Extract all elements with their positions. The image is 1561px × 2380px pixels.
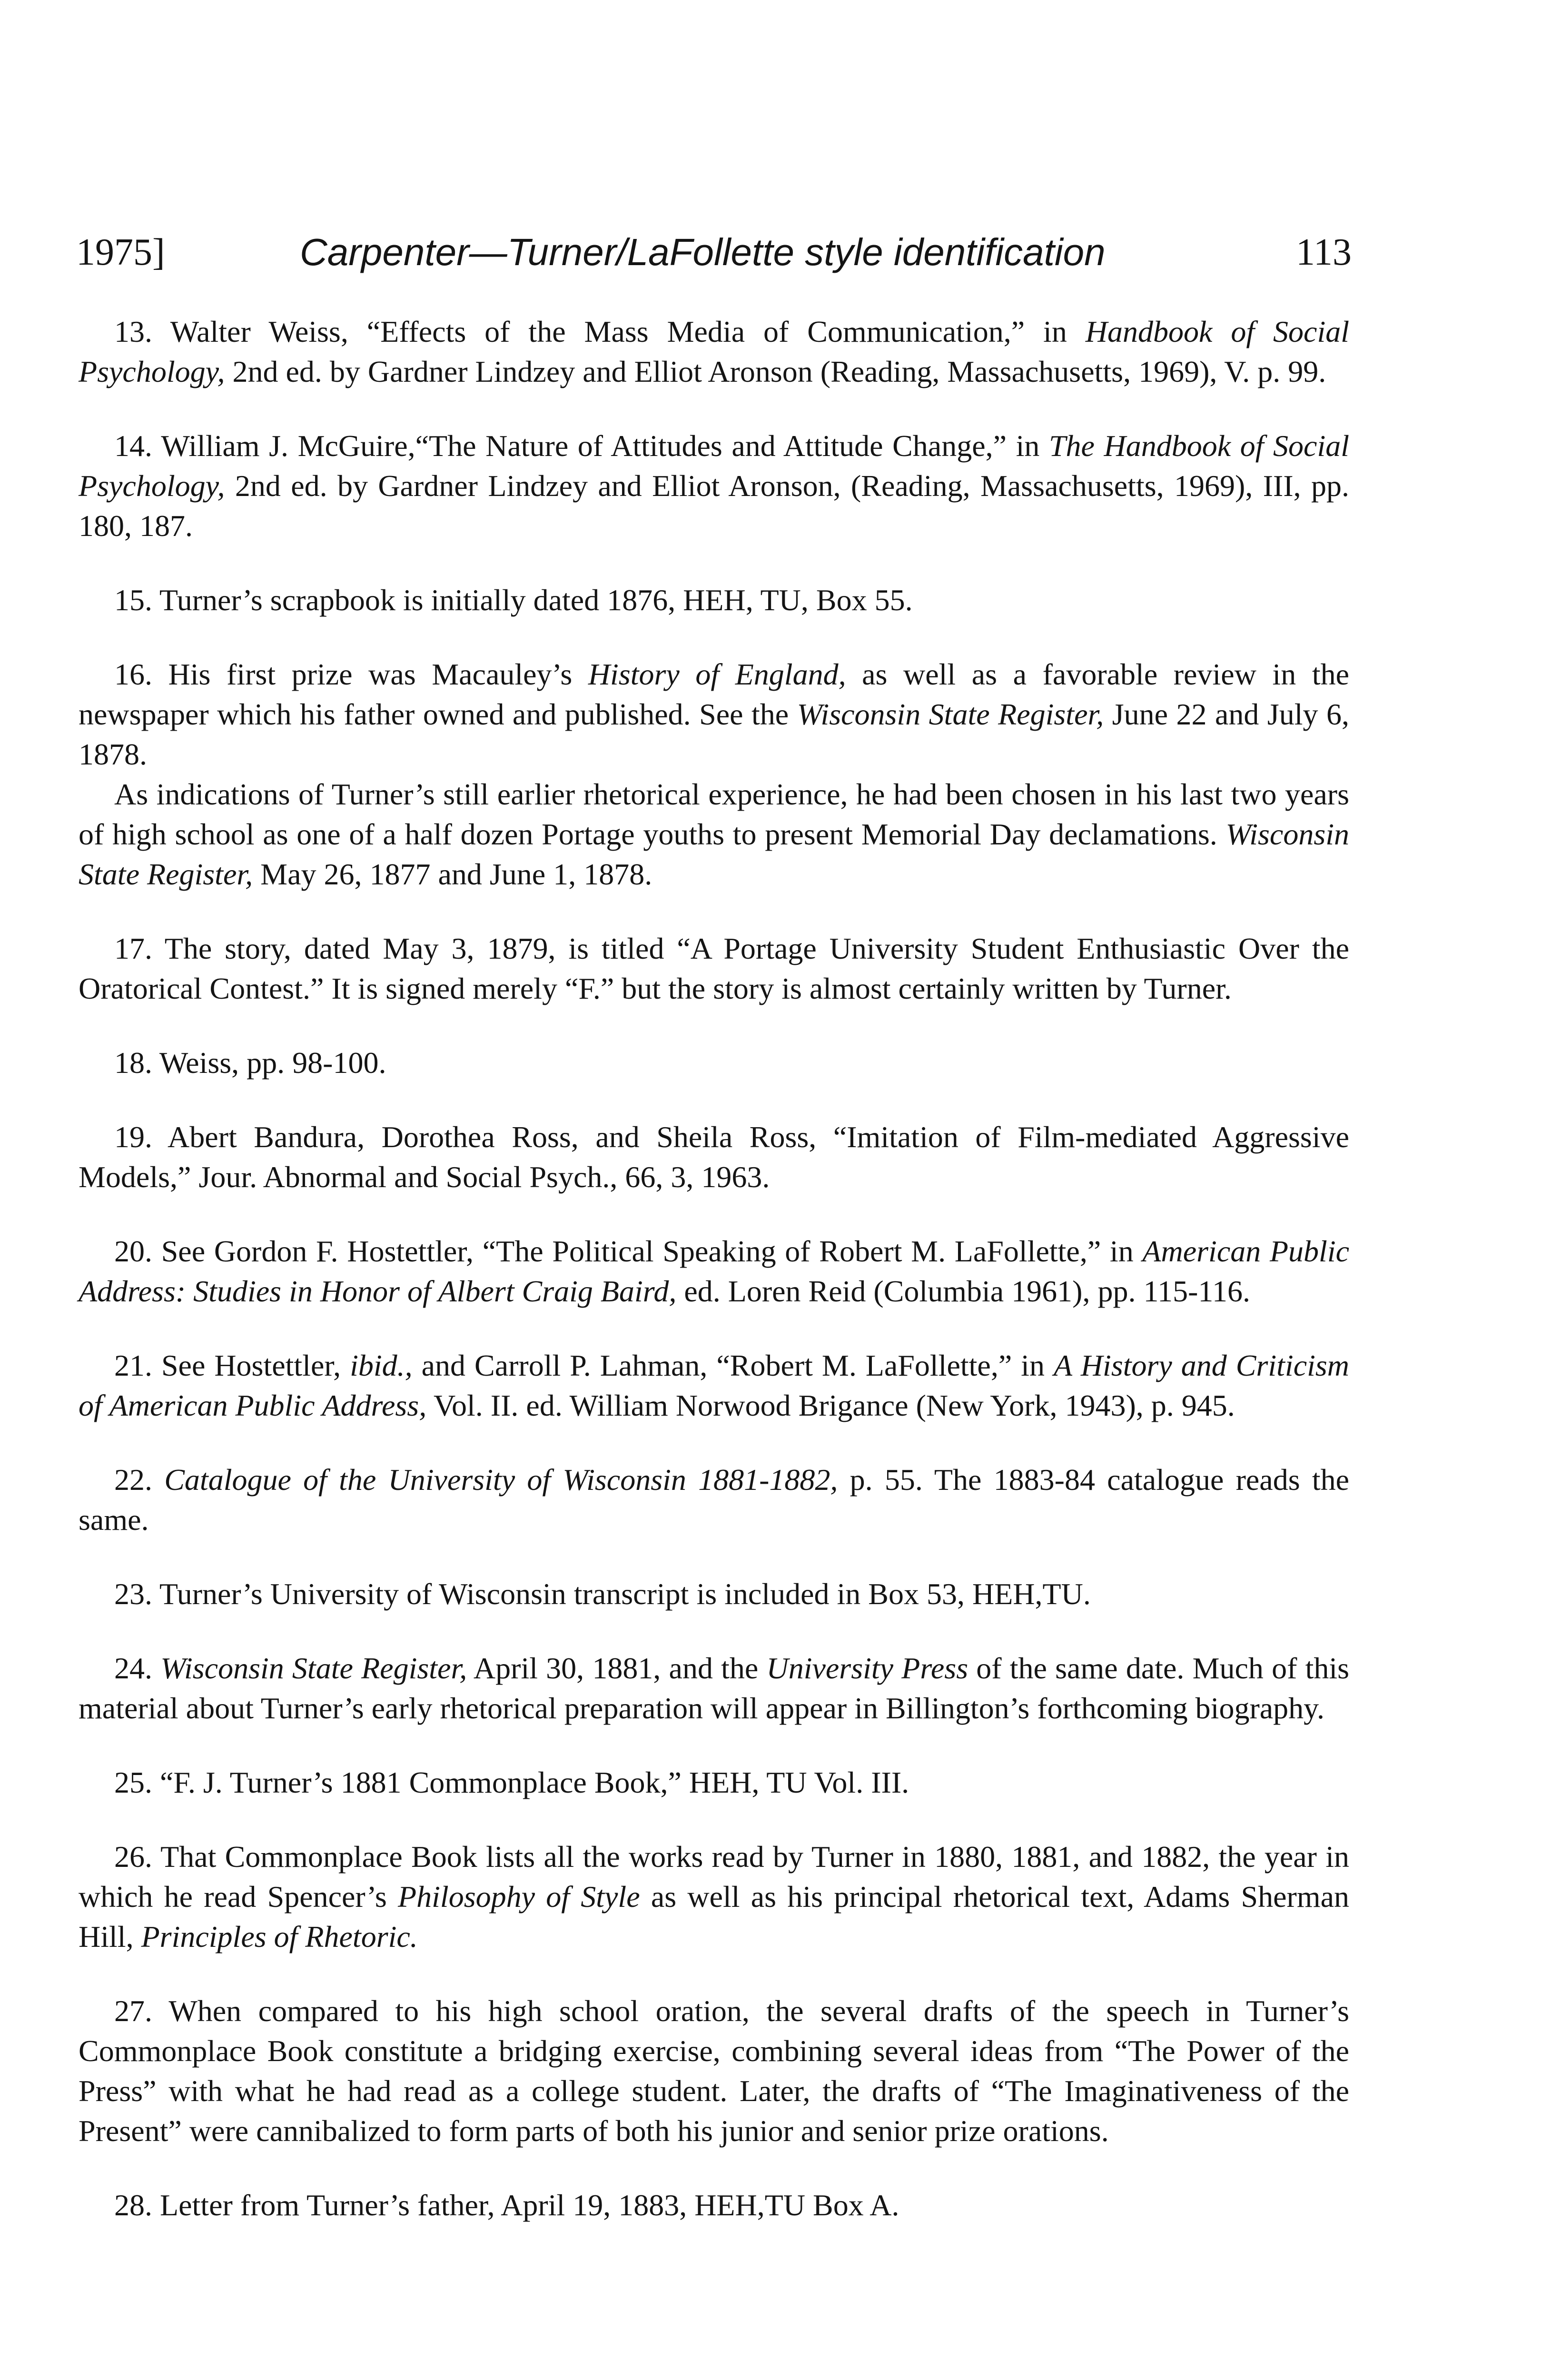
endnote-paragraph xyxy=(79,312,1349,392)
note-text: That Commonplace Book lists all the works read by Turner in 1880, 1881, and 1882, the year in which he read Spencer’s xyxy=(79,1840,1349,1914)
endnote-paragraph xyxy=(79,1043,1349,1083)
endnote xyxy=(79,312,1349,392)
endnote-paragraph xyxy=(79,1460,1349,1540)
italic-title: A History and Criticism of American Public Address, xyxy=(79,1349,1350,1422)
note-text: Letter from Turner’s father, April 19, 1883, HEH,TU Box A. xyxy=(152,2188,899,2222)
endnote-paragraph xyxy=(79,1648,1349,1728)
endnote xyxy=(79,2185,1349,2225)
note-number: 19. xyxy=(114,1120,152,1154)
note-text: As indications of Turner’s still earlier rhetorical experience, he had been chosen in his last two years of high school as one of a half dozen Portage youths to present Memorial Day declamations. xyxy=(79,777,1349,851)
endnote-paragraph xyxy=(79,1117,1349,1197)
endnote-paragraph xyxy=(79,1763,1349,1803)
italic-title: The Handbook of Social Psychology, xyxy=(79,429,1350,503)
endnote-paragraph xyxy=(79,2185,1349,2225)
note-text: The story, dated May 3, 1879, is titled “A Portage University Student Enthusiastic Over the Oratorical Contest.” It is signed merely “F.” but the story is almost certainly written by Turner. xyxy=(79,932,1349,1005)
note-text: ed. Loren Reid (Columbia 1961), pp. 115-116. xyxy=(676,1274,1251,1308)
endnote xyxy=(79,1763,1349,1803)
endnote xyxy=(79,1043,1349,1083)
endnote-continuation xyxy=(79,774,1349,894)
italic-title: Principles of Rhetoric. xyxy=(141,1920,418,1954)
italic-title: Wisconsin State Register, xyxy=(160,1651,467,1685)
endnote xyxy=(79,1231,1349,1311)
volume-year: 1975] xyxy=(76,231,165,273)
note-text: May 26, 1877 and June 1, 1878. xyxy=(253,857,652,891)
italic-title: Philosophy of Style xyxy=(398,1880,640,1914)
endnote xyxy=(79,426,1349,546)
endnote xyxy=(79,580,1349,620)
endnote-paragraph xyxy=(79,1231,1349,1311)
note-number: 16. xyxy=(114,657,152,691)
endnote-paragraph xyxy=(79,1346,1349,1426)
note-text: as well as a favorable review in the newspaper which his father owned and published. See the xyxy=(79,657,1350,731)
running-title: Carpenter—Turner/LaFollette style identification xyxy=(300,231,1106,273)
note-text: See Hostettler, xyxy=(152,1349,350,1382)
note-text: Vol. II. ed. William Norwood Brigance (New York, 1943), p. 945. xyxy=(426,1388,1235,1422)
note-number: 17. xyxy=(114,932,152,965)
note-text: Turner’s University of Wisconsin transcript is included in Box 53, HEH,TU. xyxy=(152,1577,1091,1611)
endnote-paragraph xyxy=(79,654,1349,774)
endnote xyxy=(79,1991,1349,2151)
italic-title: History of England, xyxy=(588,657,846,691)
note-text: of the same date. Much of this material about Turner’s early rhetorical preparation will appear in Billington’s forthcoming biography. xyxy=(79,1651,1350,1725)
note-text: Abert Bandura, Dorothea Ross, and Sheila Ross, “Imitation of Film-mediated Aggressive Models,” Jour. Abnormal and Social Psych., 66, 3, 1963. xyxy=(79,1120,1349,1194)
endnote xyxy=(79,1574,1349,1614)
note-number: 22. xyxy=(114,1463,152,1497)
running-header xyxy=(76,224,1352,281)
page-number: 113 xyxy=(1295,231,1352,273)
endnote-paragraph xyxy=(79,426,1349,546)
note-number: 15. xyxy=(114,583,152,617)
note-text: When compared to his high school oration, the several drafts of the speech in Turner’s Commonplace Book constitute a bridging exercise, combining several ideas from “The Power of the Press” with what he had read as a college student. Later, the drafts of “The Imaginativeness of the Present” were cannibalized to form parts of both his junior and senior prize orations. xyxy=(79,1994,1349,2148)
endnote xyxy=(79,1117,1349,1197)
note-text: April 30, 1881, and the xyxy=(467,1651,767,1685)
endnote xyxy=(79,1460,1349,1540)
note-text: p. 55. The 1883-84 catalogue reads the same. xyxy=(79,1463,1349,1537)
note-text: 2nd ed. by Gardner Lindzey and Elliot Aronson (Reading, Massachusetts, 1969), V. p. 99. xyxy=(225,355,1326,388)
endnote-paragraph xyxy=(79,1991,1349,2151)
italic-title: Handbook of Social Psychology, xyxy=(79,315,1349,388)
note-text xyxy=(152,1463,164,1497)
note-text: “F. J. Turner’s 1881 Commonplace Book,” HEH, TU Vol. III. xyxy=(152,1765,909,1799)
note-text: See Gordon F. Hostettler, “The Political Speaking of Robert M. LaFollette,” in xyxy=(152,1234,1143,1268)
endnote xyxy=(79,1648,1349,1728)
note-text: His first prize was Macauley’s xyxy=(152,657,588,691)
note-number: 20. xyxy=(114,1234,152,1268)
note-number: 21. xyxy=(114,1349,152,1382)
note-text: Turner’s scrapbook is initially dated 1876, HEH, TU, Box 55. xyxy=(152,583,913,617)
note-text: Weiss, pp. 98-100. xyxy=(152,1046,386,1080)
note-number: 13. xyxy=(114,315,152,348)
note-text: and Carroll P. Lahman, “Robert M. LaFollette,” in xyxy=(412,1349,1054,1382)
endnote xyxy=(79,1837,1349,1957)
italic-title: American Public Address: Studies in Honor of Albert Craig Baird, xyxy=(79,1234,1350,1308)
endnote-paragraph xyxy=(79,1574,1349,1614)
endnote-paragraph xyxy=(79,1837,1349,1957)
endnote xyxy=(79,929,1349,1009)
note-number: 26. xyxy=(114,1840,152,1874)
note-number: 23. xyxy=(114,1577,152,1611)
italic-title: ibid., xyxy=(350,1349,413,1382)
italic-title: University Press xyxy=(766,1651,968,1685)
note-number: 27. xyxy=(114,1994,152,2028)
note-text: June 22 and July 6, 1878. xyxy=(79,697,1350,771)
italic-title: Wisconsin State Register, xyxy=(79,817,1349,891)
note-number: 14. xyxy=(114,429,152,463)
endnote xyxy=(79,1346,1349,1426)
note-text xyxy=(152,1651,160,1685)
note-number: 25. xyxy=(114,1765,152,1799)
note-text: Walter Weiss, “Effects of the Mass Media of Communication,” in xyxy=(152,315,1086,348)
italic-title: Catalogue of the University of Wisconsin 1881-1882, xyxy=(164,1463,838,1497)
endnotes-list xyxy=(79,312,1349,2260)
endnote xyxy=(79,654,1349,894)
endnote-paragraph xyxy=(79,580,1349,620)
note-text: William J. McGuire,“The Nature of Attitudes and Attitude Change,” in xyxy=(152,429,1049,463)
italic-title: Wisconsin State Register, xyxy=(797,697,1104,731)
note-number: 24. xyxy=(114,1651,152,1685)
note-number: 18. xyxy=(114,1046,152,1080)
note-number: 28. xyxy=(114,2188,152,2222)
note-text: as well as his principal rhetorical text, Adams Sherman Hill, xyxy=(79,1880,1350,1954)
note-text: 2nd ed. by Gardner Lindzey and Elliot Aronson, (Reading, Massachusetts, 1969), III, pp. 180, 187. xyxy=(79,469,1349,543)
endnote-paragraph xyxy=(79,929,1349,1009)
